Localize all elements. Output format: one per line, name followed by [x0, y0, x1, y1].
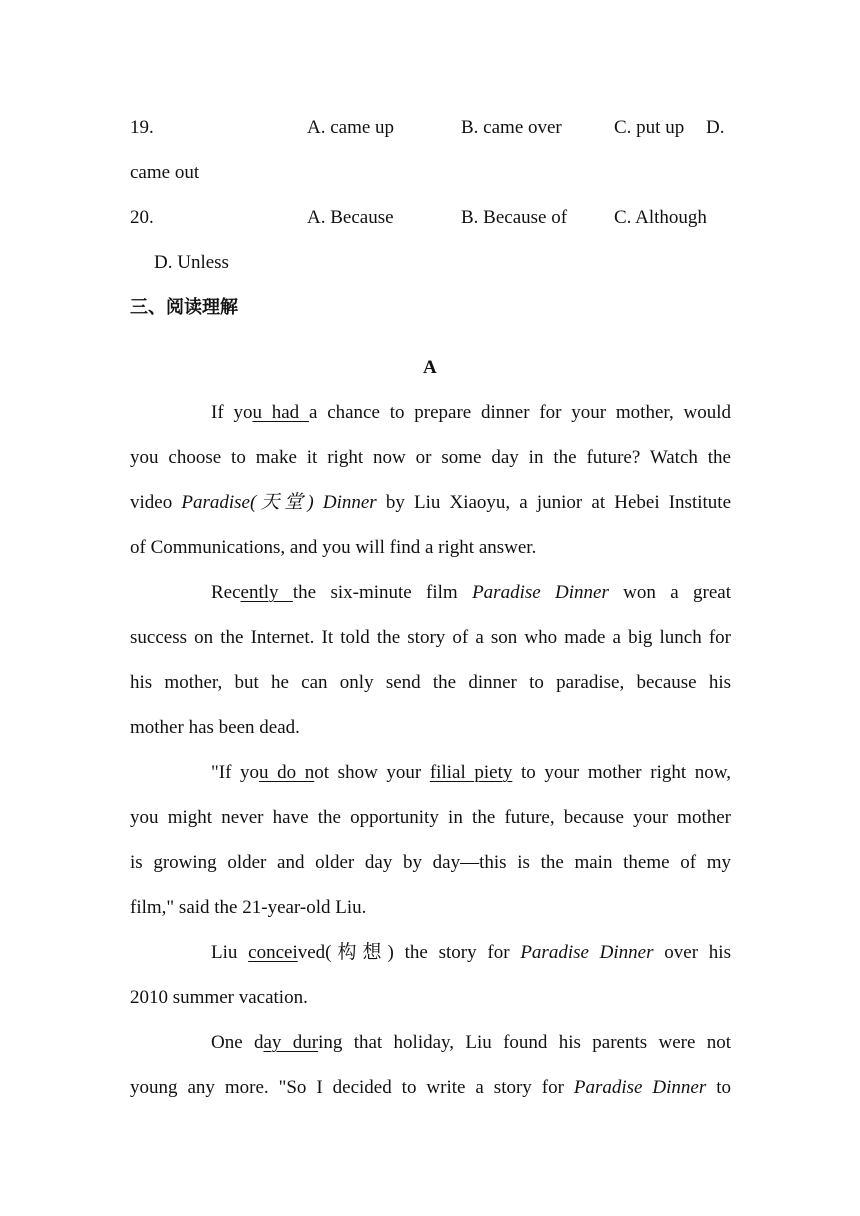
q20-option-b: B. Because of: [461, 207, 568, 228]
p5-line-2: young any more. "So I decided to write a story for Paradise Dinner to: [130, 1077, 732, 1098]
p1-line-3: video Paradise(天堂) Dinner by Liu Xiaoyu, a junior at Hebei Institute: [130, 492, 732, 513]
p3-line-4: film," said the 21-year-old Liu.: [130, 897, 367, 918]
p1-line-2: you choose to make it right now or some day in the future? Watch the: [130, 447, 731, 468]
p3-line-2: you might never have the opportunity in the future, because your mother: [130, 807, 731, 828]
q19-number: 19.: [130, 117, 154, 138]
p3-line-1: "If you do not show your filial piety to your mother right now,: [211, 762, 731, 783]
p4-line-2: 2010 summer vacation.: [130, 987, 308, 1008]
p3-line-3: is growing older and older day by day—this is the main theme of my: [130, 852, 731, 873]
p2-line-1: Recently the six-minute film Paradise Dinner won a great: [211, 582, 731, 603]
p5-line-1: One day during that holiday, Liu found his parents were not: [211, 1032, 732, 1053]
p2-line-3: his mother, but he can only send the dinner to paradise, because his: [130, 672, 731, 693]
q19-option-d-start: D.: [706, 117, 725, 138]
q19-option-d-cont: came out: [130, 162, 200, 183]
q20-option-a: A. Because: [307, 207, 394, 228]
q19-option-b: B. came over: [461, 117, 562, 138]
p4-line-1: Liu conceived(构想) the story for Paradise Dinner over his: [211, 942, 731, 963]
p2-line-2: success on the Internet. It told the story of a son who made a big lunch for: [130, 627, 731, 648]
q19-option-c: C. put up: [614, 117, 685, 138]
passage-label: A: [423, 357, 437, 378]
q20-number: 20.: [130, 207, 154, 228]
section-heading: 三、阅读理解: [130, 297, 238, 318]
p1-line-4: of Communications, and you will find a right answer.: [130, 537, 537, 558]
q20-option-c: C. Although: [614, 207, 707, 228]
q19-option-a: A. came up: [307, 117, 395, 138]
q20-option-d: D. Unless: [154, 252, 229, 273]
p2-line-4: mother has been dead.: [130, 717, 300, 738]
p1-line-1: If you had a chance to prepare dinner for your mother, would: [211, 402, 732, 423]
